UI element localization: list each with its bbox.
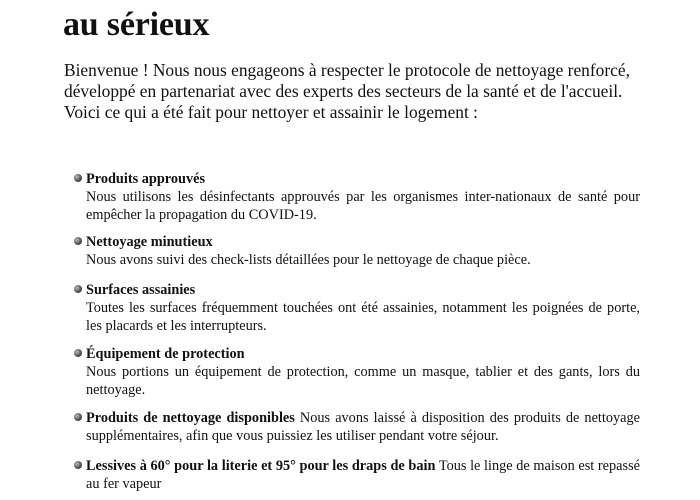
bullet-icon: [74, 349, 82, 357]
page-title: au sérieux: [63, 6, 210, 43]
list-item-cleaning-products-available: [74, 409, 640, 445]
intro-line: Bienvenue ! Nous nous engageons à respecter le protocole de nettoyage renforcé,: [64, 60, 630, 80]
bullet-icon: [74, 413, 82, 421]
list-item-approved-products: [74, 170, 640, 224]
bullet-icon: [74, 285, 82, 293]
item-title: Produits approuvés: [86, 171, 206, 187]
intro-paragraph: [64, 60, 654, 123]
intro-line: développé en partenariat avec des experts des secteurs de la santé et de l'accueil.: [64, 81, 623, 101]
list-item-protective-equipment: [74, 345, 640, 399]
bullet-icon: [74, 174, 82, 182]
item-description: Nous avons laissé à disposition des produits de nettoyage supplémentaires, afin que vous puissiez les utiliser pendant votre séjour.: [86, 410, 640, 444]
list-item-sanitized-surfaces: [74, 281, 640, 335]
item-title: Surfaces assainies: [86, 282, 196, 298]
item-description: Toutes les surfaces fréquemment touchées ont été assainies, notamment les poignées de porte, les placards et les interrupteurs.: [86, 300, 640, 334]
bullet-icon: [74, 237, 82, 245]
item-description: Nous avons suivi des check-lists détaillées pour le nettoyage de chaque pièce.: [86, 252, 531, 268]
item-title: Lessives à 60° pour la literie et 95° pour les draps de bain: [86, 458, 436, 474]
item-description: Tous le linge de maison est repassé au fer vapeur: [86, 458, 640, 492]
item-title: Équipement de protection: [86, 346, 245, 362]
list-item-thorough-cleaning: [74, 233, 640, 269]
item-title: Nettoyage minutieux: [86, 234, 213, 250]
item-description: Nous utilisons les désinfectants approuvés par les organismes inter-nationaux de santé pour empêcher la propagation du COVID-19.: [86, 189, 640, 223]
list-item-laundry-temperatures: [74, 457, 640, 493]
intro-line: Voici ce qui a été fait pour nettoyer et assainir le logement :: [64, 102, 479, 122]
item-description: Nous portions un équipement de protection, comme un masque, tablier et des gants, lors du nettoyage.: [86, 364, 640, 398]
bullet-icon: [74, 461, 82, 469]
item-title: Produits de nettoyage disponibles: [86, 410, 295, 426]
